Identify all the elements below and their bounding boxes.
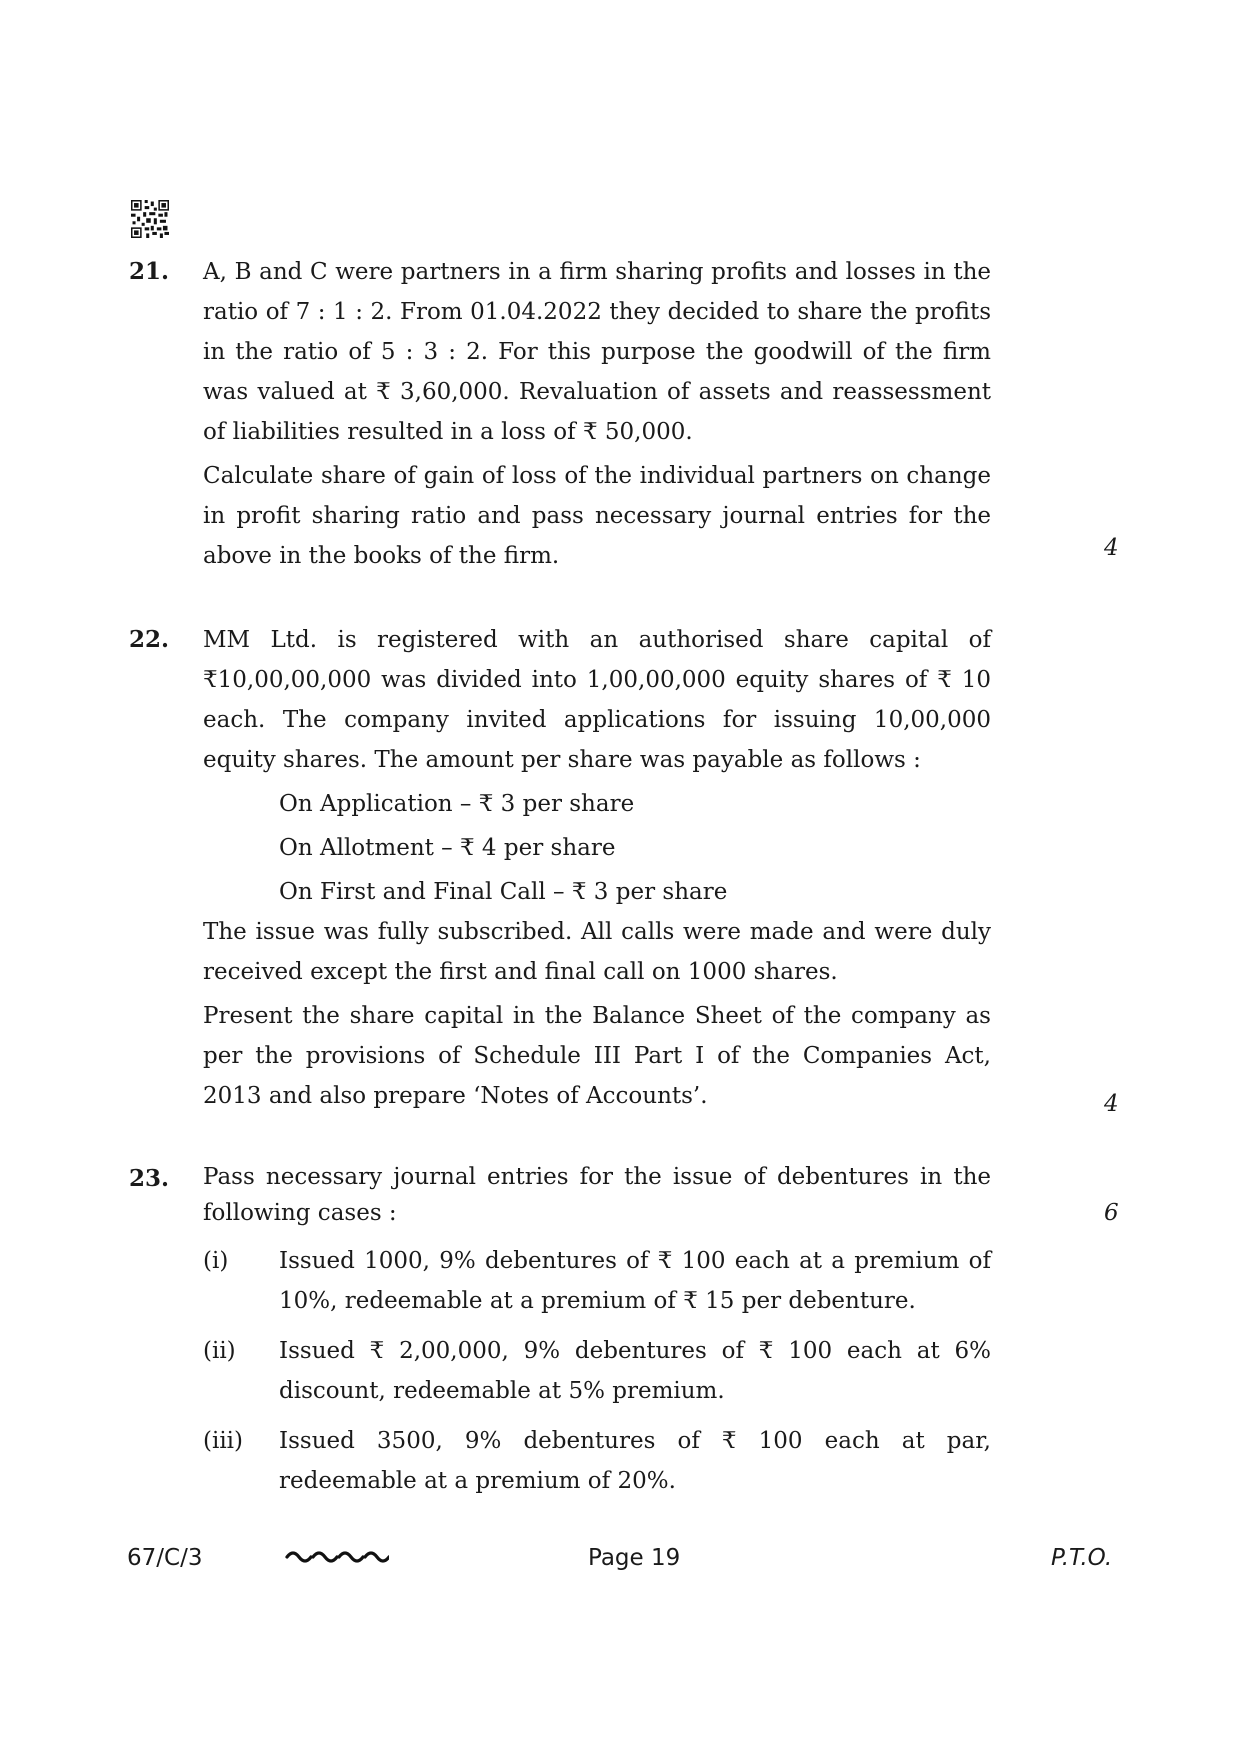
- paper-code: 67/C/3: [127, 1545, 203, 1571]
- sub-question: [203, 1331, 991, 1411]
- question-number: 23.: [129, 1165, 170, 1192]
- wave-ornament-icon: [285, 1546, 389, 1566]
- marks: 6: [1104, 1200, 1119, 1226]
- marks: 4: [1104, 535, 1119, 561]
- payment-schedule-item: On Application – ₹ 3 per share: [279, 791, 635, 817]
- question-paragraph: Pass necessary journal entries for the issue of debentures in the following cases :: [203, 1164, 991, 1226]
- question-body: [203, 620, 991, 1116]
- sub-question: [203, 1241, 991, 1321]
- page-number: Page 19: [588, 1545, 681, 1571]
- question-paragraph: Present the share capital in the Balance Sheet of the company as per the provisions of Schedule III Part I of the Companies Act, 2013 and also prepare ‘Notes of Accounts’.: [203, 1003, 991, 1109]
- sub-question-label: (ii): [203, 1338, 236, 1364]
- sub-question-label: (i): [203, 1248, 229, 1274]
- payment-schedule-item: On Allotment – ₹ 4 per share: [279, 835, 616, 861]
- question-body: [203, 1159, 991, 1501]
- question-paragraph: MM Ltd. is registered with an authorised share capital of ₹10,00,00,000 was divided into 1,00,00,000 equity shares of ₹ 10 each. The company invited applications for issuing 10,00,000 equity shares. The amount per share was payable as follows :: [203, 627, 991, 773]
- question-body: [203, 252, 991, 576]
- question-paragraph: Calculate share of gain of loss of the individual partners on change in profit sharing ratio and pass necessary journal entries for the above in the books of the firm.: [203, 463, 991, 569]
- sub-question-text: Issued ₹ 2,00,000, 9% debentures of ₹ 100 each at 6% discount, redeemable at 5% premium.: [279, 1338, 991, 1404]
- question-number: 22.: [129, 626, 170, 653]
- question-number: 21.: [129, 258, 170, 285]
- marks: 4: [1104, 1091, 1119, 1117]
- please-turn-over: P.T.O.: [1051, 1545, 1113, 1571]
- sub-question-text: Issued 1000, 9% debentures of ₹ 100 each at a premium of 10%, redeemable at a premium of ₹ 15 per debenture.: [279, 1248, 991, 1314]
- question-paragraph: A, B and C were partners in a firm sharing profits and losses in the ratio of 7 : 1 : 2. From 01.04.2022 they decided to share the profits in the ratio of 5 : 3 : 2. For this purpose the goodwill of the firm was valued at ₹ 3,60,000. Revaluation of assets and reassessment of liabilities resulted in a loss of ₹ 50,000.: [203, 259, 991, 445]
- question-paragraph: The issue was fully subscribed. All calls were made and were duly received except the first and final call on 1000 shares.: [203, 919, 991, 985]
- sub-question: [203, 1421, 991, 1501]
- qr-code-icon: [131, 200, 169, 238]
- sub-question-text: Issued 3500, 9% debentures of ₹ 100 each at par, redeemable at a premium of 20%.: [279, 1428, 991, 1494]
- sub-question-label: (iii): [203, 1428, 244, 1454]
- payment-schedule-item: On First and Final Call – ₹ 3 per share: [279, 879, 728, 905]
- page-footer: [0, 1538, 1241, 1578]
